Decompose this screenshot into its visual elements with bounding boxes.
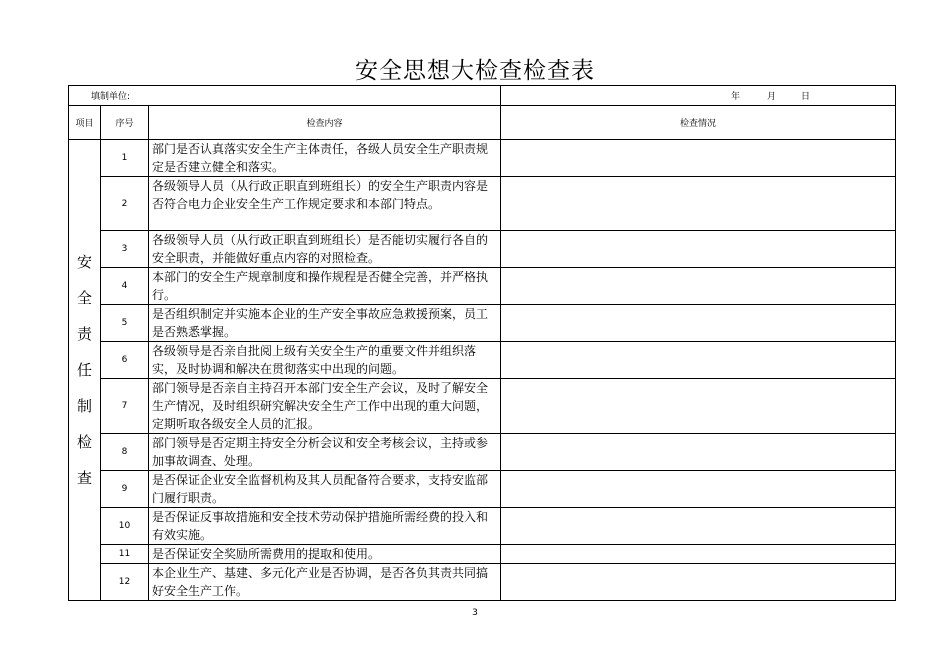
table-row: [69, 379, 896, 434]
item-content: 部门是否认真落实安全生产主体责任，各级人员安全生产职责规定是否建立健全和落实。: [149, 140, 501, 177]
table-row: [69, 342, 896, 379]
item-number: 12: [101, 564, 149, 601]
table-row: [69, 545, 896, 564]
table-row: [69, 268, 896, 305]
item-number: 4: [101, 268, 149, 305]
table-row: [69, 471, 896, 508]
month-label: 月: [767, 92, 777, 102]
table-row: [69, 177, 896, 231]
item-content: 本企业生产、基建、多元化产业是否协调，是否各负其责共同搞好安全生产工作。: [149, 564, 501, 601]
category-cell: [69, 140, 101, 601]
item-status-cell[interactable]: [501, 508, 896, 545]
item-number: 11: [101, 545, 149, 564]
date-cell[interactable]: [501, 86, 896, 106]
info-row: [69, 86, 896, 106]
checklist-table: [68, 85, 896, 601]
fill-unit-cell[interactable]: [69, 86, 501, 106]
item-content: 部门领导是否定期主持安全分析会议和安全考核会议，主持或参加事故调查、处理。: [149, 434, 501, 471]
item-status-cell[interactable]: [501, 268, 896, 305]
table-row: [69, 434, 896, 471]
item-number: 10: [101, 508, 149, 545]
item-content: 是否保证企业安全监督机构及其人员配备符合要求，支持安监部门履行职责。: [149, 471, 501, 508]
item-status-cell[interactable]: [501, 177, 896, 231]
table-row: [69, 508, 896, 545]
fill-unit-label: 填制单位:: [91, 92, 131, 102]
item-content: 各级领导是否亲自批阅上级有关安全生产的重要文件并组织落实，及时协调和解决在贯彻落实中出现的问题。: [149, 342, 501, 379]
column-header-status: 检查情况: [501, 106, 896, 140]
item-status-cell[interactable]: [501, 140, 896, 177]
document-title: 安全思想大检查检查表: [355, 58, 595, 84]
column-header-no: 序号: [101, 106, 149, 140]
item-content: 部门领导是否亲自主持召开本部门安全生产会议，及时了解安全生产情况，及时组织研究解决安全生产工作中出现的重大问题，定期听取各级安全人员的汇报。: [149, 379, 501, 434]
item-content: 本部门的安全生产规章制度和操作规程是否健全完善，并严格执行。: [149, 268, 501, 305]
item-status-cell[interactable]: [501, 305, 896, 342]
table-row: [69, 140, 896, 177]
item-number: 6: [101, 342, 149, 379]
item-content: 各级领导人员（从行政正职直到班组长）的安全生产职责内容是否符合电力企业安全生产工作规定要求和本部门特点。: [149, 177, 501, 231]
item-status-cell[interactable]: [501, 342, 896, 379]
item-number: 8: [101, 434, 149, 471]
column-header-content: 检查内容: [149, 106, 501, 140]
table-row: [69, 305, 896, 342]
item-status-cell[interactable]: [501, 471, 896, 508]
item-content: 是否保证安全奖励所需费用的提取和使用。: [149, 545, 501, 564]
item-content: 各级领导人员（从行政正职直到班组长）是否能切实履行各自的安全职责，并能做好重点内容的对照检查。: [149, 231, 501, 268]
item-number: 7: [101, 379, 149, 434]
item-status-cell[interactable]: [501, 231, 896, 268]
item-number: 2: [101, 177, 149, 231]
item-content: 是否保证反事故措施和安全技术劳动保护措施所需经费的投入和有效实施。: [149, 508, 501, 545]
column-header-row: [69, 106, 896, 140]
item-status-cell[interactable]: [501, 545, 896, 564]
item-number: 5: [101, 305, 149, 342]
table-row: [69, 564, 896, 601]
item-status-cell[interactable]: [501, 564, 896, 601]
item-number: 3: [101, 231, 149, 268]
item-content: 是否组织制定并实施本企业的生产安全事故应急救援预案，员工是否熟悉掌握。: [149, 305, 501, 342]
category-label: 安全责任制检查: [76, 253, 92, 487]
item-status-cell[interactable]: [501, 379, 896, 434]
table-row: [69, 231, 896, 268]
item-number: 1: [101, 140, 149, 177]
day-label: 日: [801, 92, 811, 102]
item-number: 9: [101, 471, 149, 508]
item-status-cell[interactable]: [501, 434, 896, 471]
column-header-category: 项目: [69, 106, 101, 140]
page-number: 3: [472, 608, 478, 618]
year-label: 年: [731, 92, 741, 102]
